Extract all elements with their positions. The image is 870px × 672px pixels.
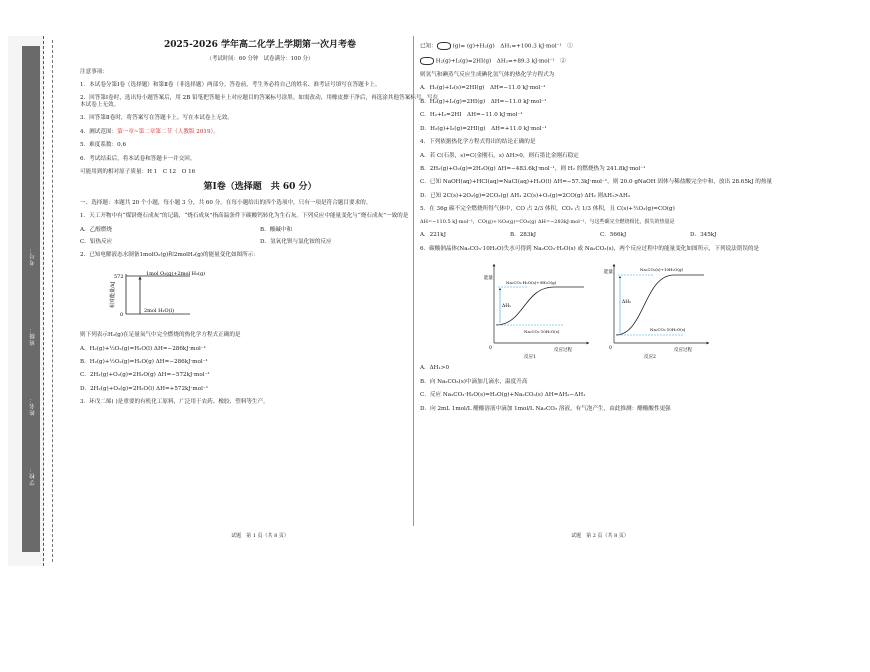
fig2-curve — [616, 275, 704, 335]
q1-option-b: B．酸碱中和 — [260, 226, 293, 233]
q2-option-c: C．2H₂(g)+O₂(g)=2H₂O(g) ΔH=−572kJ·mol⁻¹ — [80, 372, 210, 379]
q3-option-d: D．H₂(g)+I₂(g)=2HI(g) ΔH=+11.0 kJ·mol⁻¹ — [420, 125, 547, 132]
q1-option-a: A．乙醇燃烧 — [80, 226, 113, 233]
section-title: 第Ⅰ卷（选择题 共 60 分） — [203, 182, 317, 193]
question-2: 2．已知电解液态水制备1molO₂(g)和2molH₂(g)的能量变化如图所示： — [80, 252, 259, 259]
fig2-xlabel: 反应过程 — [674, 348, 692, 354]
exam-title: 2025-2026 学年高二化学上学期第一次月考卷 — [164, 40, 356, 50]
q4-option-a: A．若 C(石墨，s)=C(金刚石，s) ΔH>0，则石墨比金刚石稳定 — [420, 152, 579, 159]
q2-ylabel: 相对能量/kJ — [110, 281, 116, 308]
note-6: 6．考试结束后，将本试卷和答题卡一并交回。 — [80, 155, 196, 162]
question-4: 4．下列依据热化学方程式得出的结论正确的是 — [420, 139, 536, 146]
cyclopentene-ring-icon — [420, 57, 434, 65]
school-label: 学校： — [30, 466, 36, 486]
q2-top-label: 1mol O₂(g)+2mol H₂(g) — [146, 270, 206, 277]
fig1-xlabel: 反应过程 — [554, 348, 572, 354]
fig2-caption: 反应2 — [644, 355, 656, 360]
q3-option-a: A．H₂(g)+I₂(s)=2HI(g) ΔH=−11.0 kJ·mol⁻¹ — [420, 85, 546, 92]
binding-strip — [8, 36, 44, 566]
fig2-bottom: Na₂CO₃·10H₂O(s) — [650, 327, 686, 333]
q3-option-c: C．H₂+I₂=2HI ΔH=−11.0 kJ·mol⁻¹ — [420, 112, 523, 119]
q6-option-b: B．向 Na₂CO₃(s)中滴加几滴水，温度升高 — [420, 378, 528, 385]
q6-option-c: C．反应 Na₂CO₃·H₂O(s)=H₂O(g)+Na₂CO₃(s) ΔH=ΔH₂−ΔH₁ — [420, 392, 586, 399]
q4-option-c: C．已知 NaOH(aq)+HCl(aq)=NaCl(aq)+H₂O(l) ΔH=−57.3kJ·mol⁻¹，则 20.0 gNaOH 固体与稀盐酸完全中和，放出 28.65kJ 的热量 — [420, 179, 773, 186]
fig2-ylabel: 能量 — [604, 270, 613, 276]
question-3: 3．环戊二烯( )是重要的有机化工原料，广泛用于农药、橡胶、塑料等生产。 — [80, 399, 269, 406]
given-eq-2: H₂(g)+I₂(g)=2HI(g) ΔH₂=+89.3 kJ·mol⁻¹ ② — [420, 57, 780, 65]
question-2-ask: 则下列表示H₂(g)在足量氧气中完全燃烧的热化学方程式正确的是 — [80, 332, 241, 339]
q1-option-d: D．氢氧化钡与氯化铵的反应 — [260, 238, 332, 245]
fig1-caption: 反应1 — [524, 355, 536, 360]
fig1-dh: ΔH₁ — [502, 304, 511, 310]
fig1-zero: 0 — [489, 346, 492, 352]
question-1-options — [80, 227, 440, 246]
q2-option-d: D．2H₂(g)+O₂(g)=2H₂O(l) ΔH=+572kJ·mol⁻¹ — [80, 385, 209, 392]
q4-option-d: D．已知 2C(s)+2O₂(g)=2CO₂(g) ΔH₁ 2C(s)+O₂(g)=2CO(g) ΔH₂ 则ΔH₁>ΔH₂ — [420, 192, 631, 199]
page-divider — [413, 36, 414, 526]
q1-option-c: C．铝热反应 — [80, 238, 113, 245]
note-1: 1．本试卷分第Ⅰ卷（选择题）和第Ⅱ卷（非选择题）两部分。答卷前，考生务必将自己的姓名、准考证号填写在答题卡上。 — [80, 81, 381, 88]
fig2-dh: ΔH₂ — [622, 300, 631, 306]
question-1: 1．天工开物中有“煤饼烧石成灰”的记载，“烧石成灰”指高温条件下碳酸钙转化为生石灰。下列反应中能量变化与“烧石成灰”一致的是 — [80, 213, 409, 220]
q4-option-b: B．2H₂(g)+O₂(g)=2H₂O(g) ΔH=−483.6kJ·mol⁻¹，则 H₂ 的燃烧热为 241.8kJ·mol⁻¹ — [420, 165, 646, 172]
question-5-options — [420, 232, 780, 238]
notes-head: 注意事项： — [80, 68, 108, 75]
q2-bottom-label: 2mol H₂O(l) — [144, 307, 175, 314]
q5-option-a: A．221kJ — [420, 232, 446, 239]
note-3: 3．回答第Ⅱ卷时，将答案写在答题卡上。写在本试卷上无效。 — [80, 115, 233, 122]
binding-dash-line — [52, 40, 53, 562]
class-label: 班级： — [30, 326, 36, 346]
note-2: 2．回答第Ⅰ卷时，选出每小题答案后，用 2B 铅笔把答题卡上对应题目的答案标号涂黑。如需改动，用橡皮擦干净后，再选涂其他答案标号。写在本试卷上无效。 — [80, 95, 439, 108]
fig1-top: Na₂CO₃·H₂O(s)+9H₂O(g) — [506, 280, 557, 286]
fig2-top: Na₂CO₃(s)+10H₂O(g) — [640, 267, 684, 273]
question-5: 5．在 36g 碳不完全燃烧所得气体中，CO 占 2/3 体积，CO₂ 占 1/3 体积，且 C(s)+½O₂(g)=CO(g) — [420, 206, 675, 213]
name-label: 姓名： — [30, 396, 36, 416]
q2-top-value: 572 — [114, 273, 124, 280]
q5-option-b: B．283kJ — [510, 232, 537, 239]
fig2-zero: 0 — [609, 346, 612, 352]
q3-option-b: B．H₂(g)+I₂(g)=2HI(g) ΔH=−11.0 kJ·mol⁻¹ — [420, 98, 547, 105]
q5-option-d: D．345kJ — [690, 232, 717, 239]
note-4-range: 第一章~第二章第二节（人教版 2019）。 — [117, 128, 219, 135]
question-5-cont: ΔH=−110.5 kJ·mol⁻¹，CO(g)+½O₂(g)=CO₂(g) ΔH=−283kJ·mol⁻¹，与这些碳完全燃烧相比，损失的热量是 — [420, 218, 675, 225]
q6-option-a: A．ΔH₁>0 — [420, 365, 450, 372]
q5-option-c: C．566kJ — [600, 232, 627, 239]
right-footer: 试题 第 2 页（共 8 页） — [571, 533, 629, 540]
left-footer: 试题 第 1 页（共 8 页） — [231, 533, 289, 540]
right-page — [420, 36, 780, 540]
exam-no-label: 考号： — [30, 246, 36, 266]
left-page — [80, 36, 440, 540]
q2-bottom-value: 0 — [120, 311, 124, 318]
q6-figure-2 — [604, 259, 714, 359]
given-eq-1: 已知： (g)= (g)+H₂(g) ΔH₁=+100.3 kJ·mol⁻¹ ① — [420, 43, 573, 50]
cyclopentadiene-ring-icon — [437, 42, 451, 50]
q2-option-b: B．H₂(g)+½O₂(g)=H₂O(g) ΔH=−286kJ·mol⁻¹ — [80, 359, 208, 366]
question-3-ask: 则氢气和碘蒸气反应生成碘化氢气体的热化学方程式为 — [420, 72, 555, 78]
fig1-ylabel: 能量 — [484, 276, 493, 282]
q6-figures — [484, 259, 780, 359]
atomic-masses: 可能用到的相对原子质量：H 1 C 12 O 16 — [80, 168, 196, 175]
q2-option-a: A．H₂(g)+½O₂(g)=H₂O(l) ΔH=−286kJ·mol⁻¹ — [80, 345, 206, 352]
section-intro: 一、选择题：本题共 20 个小题，每小题 3 分，共 60 分。在每小题给出的四个选项中，只有一项是符合题目要求的。 — [80, 199, 372, 206]
q6-option-d: D．向 2mL 1mol/L 醋酸溶液中滴加 1mol/L Na₂CO₃ 溶液，有气泡产生，由此推测：醋酸酸性更强 — [420, 405, 671, 412]
note-5: 5．难度系数：0.6 — [80, 142, 127, 149]
exam-subtitle: （考试时间：60 分钟 试卷满分：100 分） — [206, 56, 314, 63]
q6-figure-1 — [484, 259, 594, 359]
fig1-bottom: Na₂CO₃·10H₂O(s) — [524, 329, 560, 335]
note-4: 4．测试范围：第一章~第二章第二节（人教版 2019）。 — [80, 128, 219, 135]
q2-energy-diagram — [100, 270, 300, 322]
question-6: 6．碳酸钠晶体(Na₂CO₃·10H₂O)失水可得到 Na₂CO₃·H₂O(s) 或 Na₂CO₃(s)，两个反应过程中的能量变化如图所示，下列说法错误的是 — [420, 245, 760, 252]
